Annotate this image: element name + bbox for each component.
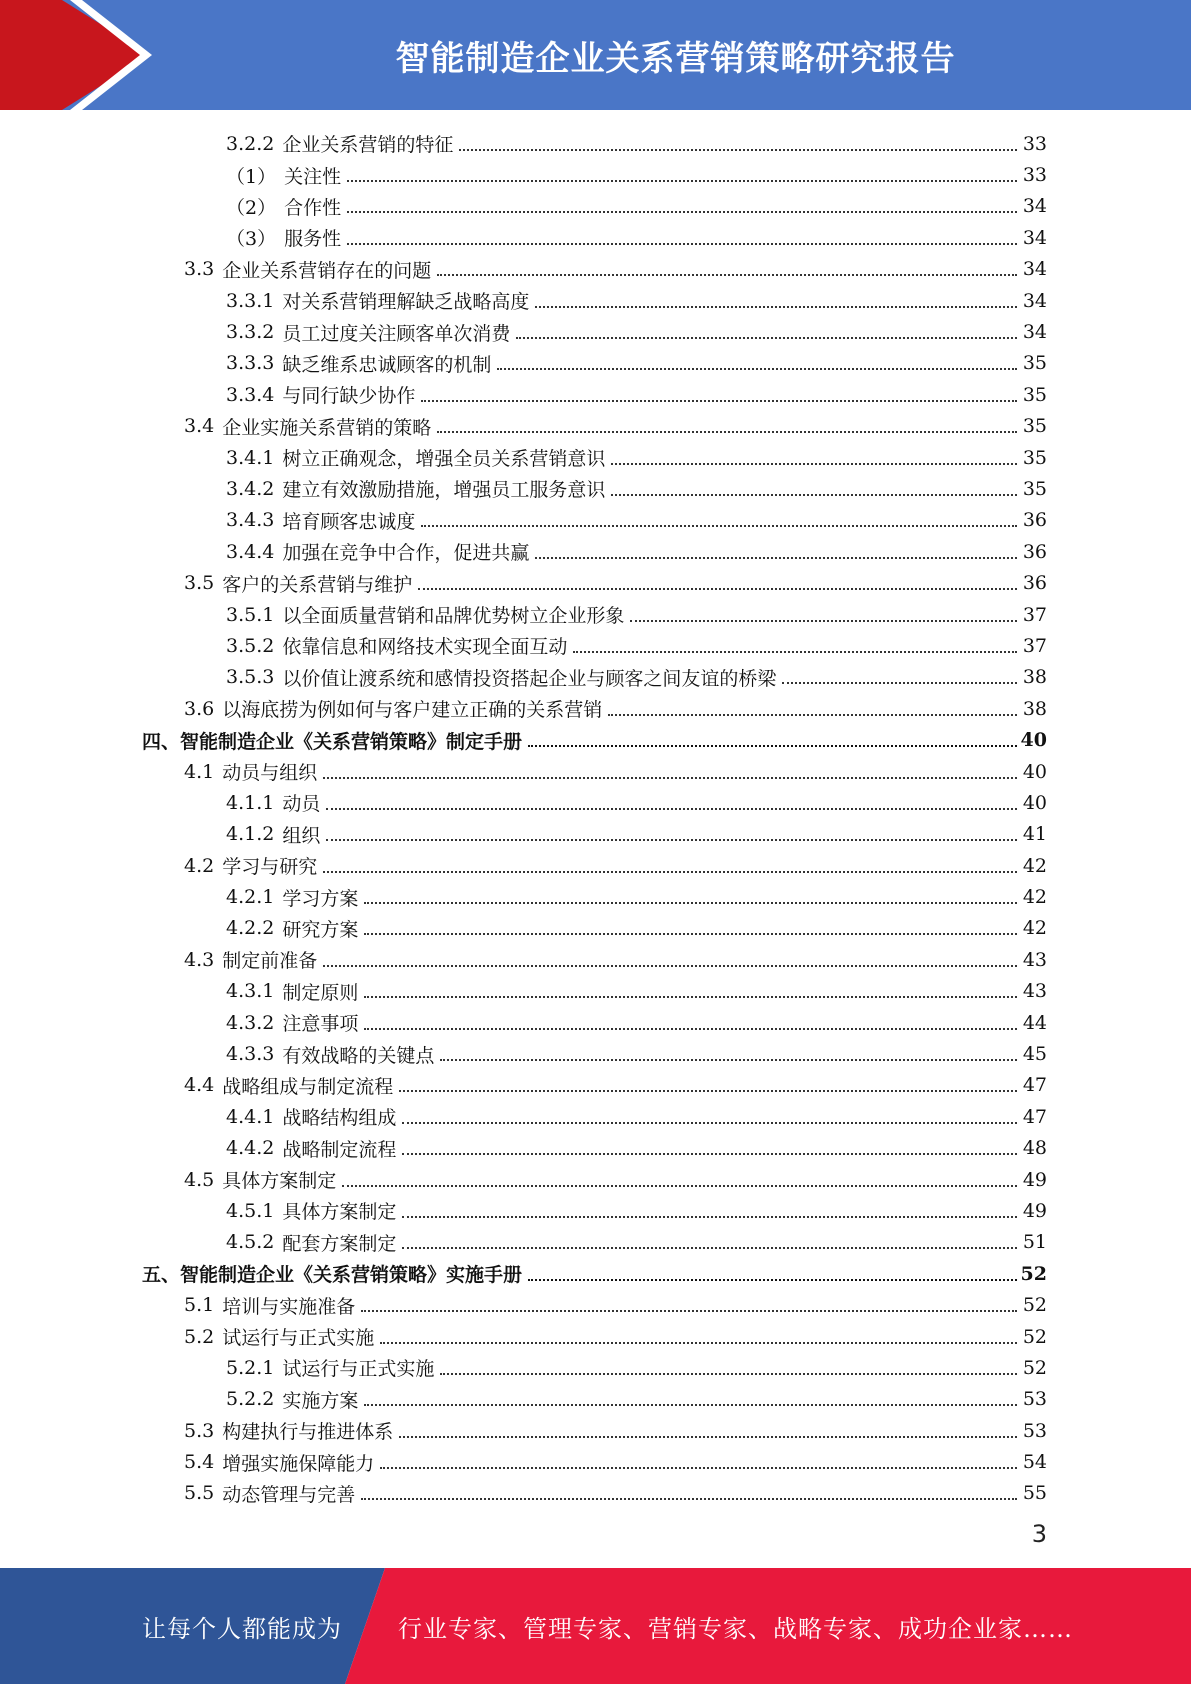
- toc-entry[interactable]: [0, 599, 1191, 630]
- toc-entry-number: 4.3.3: [226, 1043, 275, 1066]
- toc-entry-page: 47: [1022, 1074, 1047, 1097]
- toc-entry[interactable]: [0, 285, 1191, 316]
- toc-entry-number: 5.2: [184, 1325, 215, 1348]
- toc-entry-number: 3.5.1: [226, 603, 275, 626]
- toc-entry[interactable]: [0, 411, 1191, 442]
- toc-entry[interactable]: [0, 1227, 1191, 1258]
- header-title: 智能制造企业关系营销策略研究报告: [395, 38, 956, 79]
- toc-entry[interactable]: [0, 881, 1191, 912]
- toc-entry-title: 战略结构组成: [282, 1107, 397, 1130]
- toc-leader-dots: [347, 243, 1017, 245]
- toc-leader-dots: [364, 996, 1017, 998]
- toc-entry-number: 3.4.1: [226, 446, 275, 469]
- toc-entry-title: 依靠信息和网络技术实现全面互动: [282, 636, 568, 659]
- toc-entry-title: 动员与组织: [222, 762, 318, 784]
- toc-entry[interactable]: [0, 850, 1191, 881]
- toc-entry[interactable]: [0, 348, 1191, 379]
- toc-entry[interactable]: [0, 505, 1191, 536]
- toc-entry-title: 对关系营销理解缺乏战略高度: [282, 291, 530, 314]
- toc-entry-title: 研究方案: [282, 918, 359, 941]
- toc-entry-title: 学习方案: [282, 887, 359, 910]
- toc-entry-number: 3.5.2: [226, 634, 275, 657]
- toc-entry-page: 34: [1022, 321, 1047, 344]
- toc-entry-page: 42: [1022, 854, 1047, 877]
- toc-entry-number: 4.3: [184, 948, 215, 971]
- toc-entry-page: 52: [1020, 1262, 1047, 1285]
- toc-entry[interactable]: [0, 1101, 1191, 1132]
- toc-leader-dots: [380, 1342, 1017, 1344]
- toc-leader-dots: [326, 808, 1017, 810]
- toc-entry-page: 36: [1022, 540, 1047, 563]
- toc-entry-page: 52: [1022, 1294, 1047, 1317]
- toc-entry-title: 制定前准备: [222, 950, 318, 973]
- toc-leader-dots: [326, 839, 1017, 841]
- toc-entry[interactable]: [0, 1038, 1191, 1069]
- toc-entry[interactable]: [0, 756, 1191, 787]
- toc-leader-dots: [421, 525, 1017, 527]
- toc-entry[interactable]: [0, 1007, 1191, 1038]
- toc-entry-number: 4.3.2: [226, 1011, 275, 1034]
- toc-entry-page: 35: [1022, 352, 1047, 375]
- toc-leader-dots: [364, 902, 1017, 904]
- toc-entry[interactable]: [0, 567, 1191, 598]
- toc-entry-title: 培育顾客忠诚度: [282, 510, 416, 533]
- toc-entry-title: 企业关系营销存在的问题: [222, 259, 432, 282]
- toc-leader-dots: [516, 337, 1017, 339]
- toc-entry-title: 培训与实施准备: [222, 1295, 356, 1318]
- toc-entry-number: 4.2.1: [226, 886, 275, 909]
- toc-entry-page: 35: [1022, 415, 1047, 438]
- toc-leader-dots: [459, 149, 1017, 151]
- toc-entry-page: 34: [1022, 258, 1047, 281]
- toc-entry-number: 4.1.2: [226, 823, 275, 846]
- toc-entry[interactable]: [0, 913, 1191, 944]
- toc-entry-title: 与同行缺少协作: [282, 385, 416, 408]
- toc-entry[interactable]: [0, 724, 1191, 755]
- toc-entry-page: 51: [1022, 1231, 1047, 1254]
- toc-entry-number: 3.6: [184, 697, 215, 720]
- toc-entry-title: 服务性: [284, 228, 342, 251]
- toc-leader-dots: [380, 1467, 1017, 1469]
- toc-entry-number: 4.3.1: [226, 980, 275, 1003]
- toc-entry-number: 3.4.3: [226, 509, 275, 532]
- toc-leader-dots: [437, 431, 1017, 433]
- toc-entry[interactable]: [0, 379, 1191, 410]
- toc-entry-number: 4.5.2: [226, 1231, 275, 1254]
- toc-entry-number: 3.2.2: [226, 132, 275, 155]
- toc-entry-title: 具体方案制定: [222, 1170, 337, 1193]
- toc-entry-number: 5.2.1: [226, 1356, 275, 1379]
- toc-entry-title: 配套方案制定: [282, 1232, 397, 1255]
- toc-entry[interactable]: [0, 473, 1191, 504]
- toc-entry-number: 4.1.1: [226, 791, 275, 814]
- toc-entry-number: 3.3.4: [226, 383, 275, 406]
- toc-entry[interactable]: [0, 1289, 1191, 1320]
- toc-leader-dots: [437, 274, 1017, 276]
- toc-entry-title: 企业实施关系营销的策略: [222, 416, 432, 439]
- toc-entry-title: 学习与研究: [222, 856, 318, 879]
- toc-entry-page: 40: [1020, 729, 1047, 752]
- toc-entry[interactable]: [0, 442, 1191, 473]
- toc-leader-dots: [782, 682, 1017, 684]
- page-header: [0, 0, 1191, 110]
- toc-entry-number: （1）: [226, 165, 277, 188]
- toc-entry-title: 构建执行与推进体系: [222, 1421, 394, 1444]
- page-number: 3: [1031, 1520, 1047, 1548]
- toc-entry-page: 35: [1022, 383, 1047, 406]
- toc-leader-dots: [630, 620, 1017, 622]
- toc-entry-number: 5.3: [184, 1419, 215, 1442]
- toc-entry-title: 企业关系营销的特征: [282, 134, 454, 157]
- toc-entry[interactable]: [0, 662, 1191, 693]
- toc-entry-page: 52: [1022, 1325, 1047, 1348]
- toc-entry-page: 38: [1022, 666, 1047, 689]
- toc-leader-dots: [440, 1059, 1017, 1061]
- toc-entry-title: 试运行与正式实施: [222, 1327, 375, 1350]
- toc-entry-page: 44: [1022, 1011, 1047, 1034]
- toc-entry-title: 动员: [282, 793, 321, 816]
- toc-entry[interactable]: [0, 630, 1191, 661]
- toc-entry[interactable]: [0, 316, 1191, 347]
- toc-entry-number: 3.4: [184, 415, 215, 438]
- toc-entry[interactable]: [0, 1384, 1191, 1415]
- toc-entry-page: 54: [1022, 1451, 1047, 1474]
- toc-entry-title: 动态管理与完善: [222, 1483, 356, 1506]
- toc-leader-dots: [421, 400, 1017, 402]
- toc-entry[interactable]: [0, 1352, 1191, 1383]
- toc-entry[interactable]: [0, 254, 1191, 285]
- toc-entry-number: 四、: [142, 730, 181, 753]
- toc-entry-page: 55: [1022, 1482, 1047, 1505]
- toc-entry-number: 4.2: [184, 854, 215, 877]
- toc-entry-title: 合作性: [284, 196, 342, 219]
- toc-entry[interactable]: [0, 1446, 1191, 1477]
- toc-entry-number: 五、: [142, 1264, 181, 1287]
- toc-entry-page: 42: [1022, 917, 1047, 940]
- toc-entry-page: 34: [1022, 226, 1047, 249]
- toc-entry-page: 40: [1022, 760, 1047, 783]
- toc-entry-number: 4.4: [184, 1074, 215, 1097]
- toc-entry[interactable]: [0, 191, 1191, 222]
- footer-slogan-left: 让每个人都能成为: [142, 1614, 342, 1643]
- toc-entry-page: 41: [1022, 823, 1047, 846]
- toc-leader-dots: [364, 1028, 1017, 1030]
- toc-leader-dots: [323, 965, 1017, 967]
- toc-leader-dots: [418, 588, 1017, 590]
- footer-slogan-right: 行业专家、管理专家、营销专家、战略专家、成功企业家……: [398, 1614, 1073, 1643]
- toc-entry[interactable]: [0, 222, 1191, 253]
- toc-entry[interactable]: [0, 787, 1191, 818]
- toc-entry-number: 4.5: [184, 1168, 215, 1191]
- toc-leader-dots: [535, 306, 1017, 308]
- toc-entry-page: 47: [1022, 1105, 1047, 1128]
- toc-entry-title: 员工过度关注顾客单次消费: [282, 322, 511, 345]
- toc-entry-page: 40: [1022, 791, 1047, 814]
- toc-entry[interactable]: [0, 128, 1191, 159]
- toc-leader-dots: [402, 1122, 1017, 1124]
- toc-entry-number: 5.2.2: [226, 1388, 275, 1411]
- toc-entry-page: 33: [1022, 132, 1047, 155]
- toc-entry-page: 37: [1022, 634, 1047, 657]
- toc-entry-title: 试运行与正式实施: [282, 1358, 435, 1381]
- toc-leader-dots: [361, 1310, 1017, 1312]
- toc-leader-dots: [323, 777, 1017, 779]
- table-of-contents: [0, 128, 1191, 1509]
- toc-entry-title: 智能制造企业《关系营销策略》制定手册: [180, 730, 523, 753]
- toc-leader-dots: [440, 1373, 1017, 1375]
- toc-entry[interactable]: [0, 976, 1191, 1007]
- toc-entry-page: 43: [1022, 948, 1047, 971]
- toc-leader-dots: [347, 180, 1017, 182]
- toc-entry[interactable]: [0, 1258, 1191, 1289]
- toc-entry-number: 3.5.3: [226, 666, 275, 689]
- toc-entry-page: 35: [1022, 446, 1047, 469]
- toc-entry-title: 注意事项: [282, 1013, 359, 1036]
- toc-entry-number: 4.1: [184, 760, 215, 783]
- toc-entry-page: 43: [1022, 980, 1047, 1003]
- toc-entry-number: 3.3.2: [226, 321, 275, 344]
- toc-entry[interactable]: [0, 1321, 1191, 1352]
- toc-entry-page: 53: [1022, 1388, 1047, 1411]
- toc-entry-page: 49: [1022, 1168, 1047, 1191]
- toc-entry-number: 5.1: [184, 1294, 215, 1317]
- toc-leader-dots: [535, 557, 1017, 559]
- toc-entry-page: 34: [1022, 289, 1047, 312]
- toc-entry[interactable]: [0, 536, 1191, 567]
- toc-entry-page: 52: [1022, 1356, 1047, 1379]
- toc-leader-dots: [402, 1153, 1017, 1155]
- toc-entry-page: 42: [1022, 886, 1047, 909]
- toc-entry-page: 38: [1022, 697, 1047, 720]
- toc-entry-number: 3.3: [184, 258, 215, 281]
- toc-entry-title: 加强在竞争中合作，促进共赢: [282, 542, 530, 565]
- toc-entry[interactable]: [0, 1478, 1191, 1509]
- toc-leader-dots: [342, 1185, 1017, 1187]
- toc-entry-page: 34: [1022, 195, 1047, 218]
- toc-entry[interactable]: [0, 1070, 1191, 1101]
- toc-entry-title: 智能制造企业《关系营销策略》实施手册: [180, 1264, 523, 1287]
- toc-entry[interactable]: [0, 1133, 1191, 1164]
- toc-entry-number: （2）: [226, 196, 277, 219]
- toc-entry-number: 5.5: [184, 1482, 215, 1505]
- toc-entry-title: 组织: [282, 824, 321, 847]
- toc-entry-title: 战略制定流程: [282, 1138, 397, 1161]
- toc-entry-title: 关注性: [284, 165, 342, 188]
- toc-entry[interactable]: [0, 1164, 1191, 1195]
- toc-entry[interactable]: [0, 819, 1191, 850]
- toc-entry-page: 35: [1022, 477, 1047, 500]
- toc-leader-dots: [528, 745, 1017, 747]
- toc-entry-page: 45: [1022, 1043, 1047, 1066]
- toc-entry-title: 战略组成与制定流程: [222, 1075, 394, 1098]
- toc-leader-dots: [608, 714, 1017, 716]
- toc-entry-number: 3.4.2: [226, 477, 275, 500]
- toc-entry[interactable]: [0, 944, 1191, 975]
- toc-entry-title: 增强实施保障能力: [222, 1452, 375, 1475]
- toc-entry-page: 48: [1022, 1137, 1047, 1160]
- toc-entry[interactable]: [0, 1195, 1191, 1226]
- toc-entry[interactable]: [0, 693, 1191, 724]
- toc-entry-page: 53: [1022, 1419, 1047, 1442]
- toc-entry-number: 4.4.1: [226, 1105, 275, 1128]
- toc-entry[interactable]: [0, 1415, 1191, 1446]
- toc-leader-dots: [402, 1216, 1017, 1218]
- toc-entry-title: 以全面质量营销和品牌优势树立企业形象: [282, 605, 625, 628]
- toc-entry-title: 具体方案制定: [282, 1201, 397, 1224]
- toc-entry[interactable]: [0, 159, 1191, 190]
- toc-leader-dots: [528, 1279, 1017, 1281]
- toc-entry-page: 37: [1022, 603, 1047, 626]
- toc-entry-title: 制定原则: [282, 981, 359, 1004]
- toc-entry-number: 4.4.2: [226, 1137, 275, 1160]
- toc-entry-title: 缺乏维系忠诚顾客的机制: [282, 353, 492, 376]
- toc-entry-number: 5.4: [184, 1451, 215, 1474]
- toc-leader-dots: [611, 494, 1017, 496]
- toc-leader-dots: [399, 1090, 1017, 1092]
- toc-entry-title: 有效战略的关键点: [282, 1044, 435, 1067]
- toc-entry-page: 49: [1022, 1199, 1047, 1222]
- toc-leader-dots: [573, 651, 1017, 653]
- toc-leader-dots: [611, 463, 1017, 465]
- toc-leader-dots: [361, 1498, 1017, 1500]
- toc-leader-dots: [323, 871, 1017, 873]
- toc-leader-dots: [402, 1247, 1017, 1249]
- toc-leader-dots: [347, 211, 1017, 213]
- toc-entry-title: 建立有效激励措施，增强员工服务意识: [282, 479, 606, 502]
- toc-entry-number: （3）: [226, 228, 277, 251]
- toc-entry-number: 3.3.3: [226, 352, 275, 375]
- toc-entry-number: 3.4.4: [226, 540, 275, 563]
- toc-leader-dots: [364, 1404, 1017, 1406]
- toc-entry-title: 以价值让渡系统和感情投资搭起企业与顾客之间友谊的桥梁: [282, 667, 777, 690]
- toc-entry-number: 4.2.2: [226, 917, 275, 940]
- toc-entry-number: 3.5: [184, 572, 215, 595]
- toc-entry-page: 36: [1022, 572, 1047, 595]
- toc-entry-title: 树立正确观念，增强全员关系营销意识: [282, 448, 606, 471]
- page-footer: [0, 1568, 1191, 1684]
- toc-leader-dots: [364, 933, 1017, 935]
- toc-entry-title: 客户的关系营销与维护: [222, 573, 413, 596]
- toc-entry-page: 33: [1022, 164, 1047, 187]
- toc-entry-number: 3.3.1: [226, 289, 275, 312]
- toc-entry-page: 36: [1022, 509, 1047, 532]
- toc-entry-title: 以海底捞为例如何与客户建立正确的关系营销: [222, 699, 603, 722]
- toc-entry-title: 实施方案: [282, 1389, 359, 1412]
- toc-leader-dots: [399, 1436, 1017, 1438]
- toc-leader-dots: [497, 368, 1017, 370]
- toc-entry-number: 4.5.1: [226, 1199, 275, 1222]
